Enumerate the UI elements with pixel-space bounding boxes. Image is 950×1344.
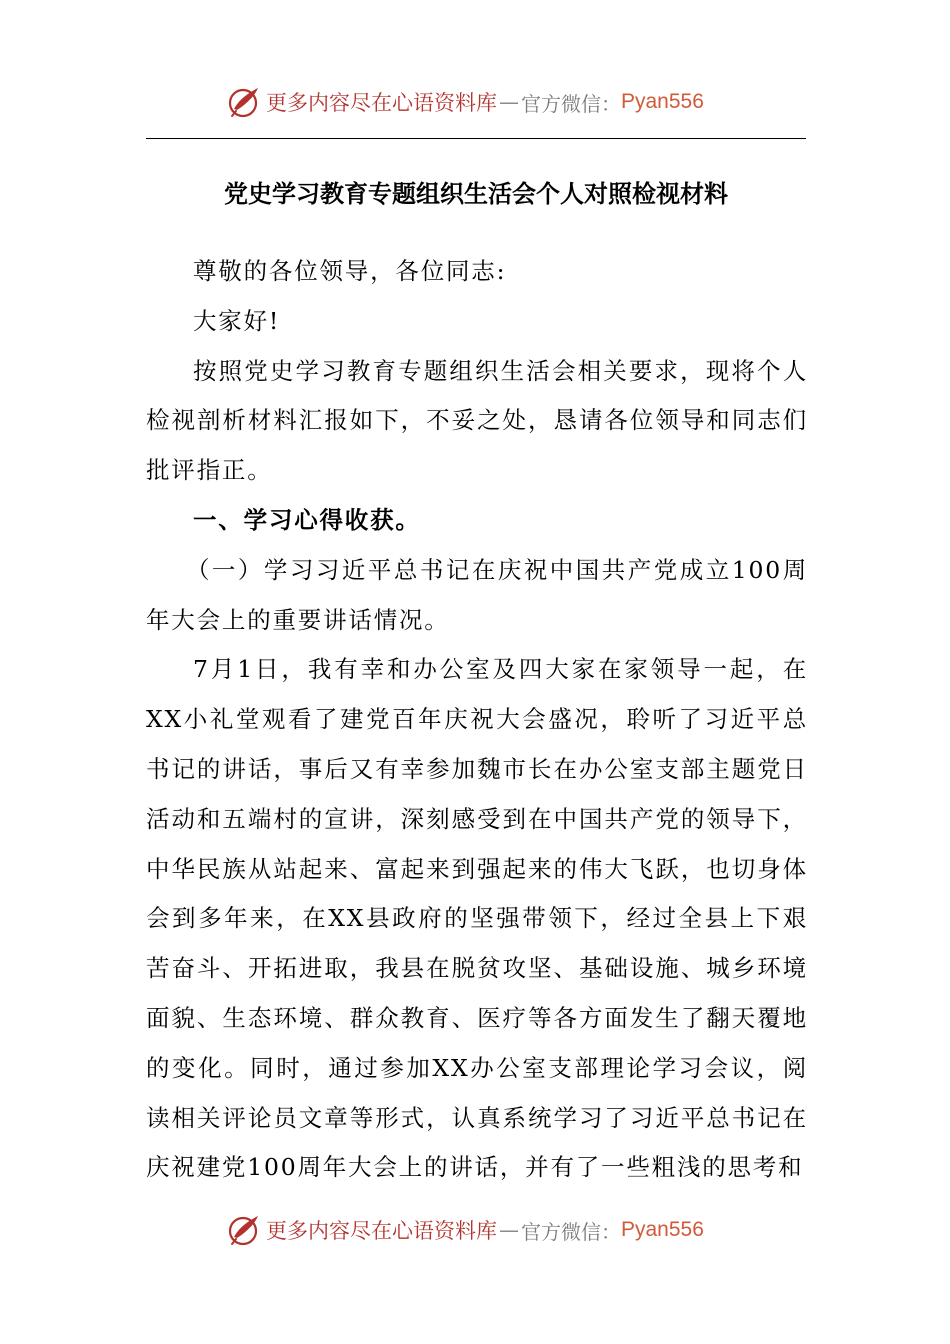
subsection-heading: （一）学习习近平总书记在庆祝中国共产党成立100周年大会上的重要讲话情况。 bbox=[146, 555, 808, 634]
quill-logo-icon bbox=[228, 85, 262, 119]
intro-paragraph: 按照党史学习教育专题组织生活会相关要求，现将个人检视剖析材料汇报如下，不妥之处，恳请各位领导和同志们批评指正。 bbox=[146, 356, 808, 485]
banner-dash: — bbox=[499, 90, 519, 114]
quill-logo-icon bbox=[228, 1213, 262, 1247]
footer-banner bbox=[228, 1210, 704, 1250]
wechat-label: 官方微信： bbox=[521, 1219, 621, 1244]
section-heading: 一、学习心得收获。 bbox=[193, 505, 421, 534]
body-paragraph: 7月1日，我有幸和办公室及四大家在家领导一起，在XX小礼堂观看了建党百年庆祝大会盛况，聆听了习近平总书记的讲话，事后又有幸参加魏市长在办公室支部主题党日活动和五端村的宣讲，深刻感受到在中国共产党的领导下，中华民族从站起来、富起来到强起来的伟大飞跃，也切身体会到多年来，在XX县政府的坚强带领下，经过全县上下艰苦奋斗、开拓进取，我县在脱贫攻坚、基础设施、城乡环境面貌、生态环境、群众教育、医疗等各方面发生了翻天覆地的变化。同时，通过参加XX办公室支部理论学习会议，阅读相关评论员文章等形式，认真系统学习了习近平总书记在庆祝建党100周年大会上的讲话，并有了一些粗浅的思考和 bbox=[146, 655, 808, 1182]
header-banner bbox=[228, 82, 704, 122]
wechat-id: Pyan556 bbox=[621, 1218, 704, 1241]
document-title: 党史学习教育专题组织生活会个人对照检视材料 bbox=[224, 180, 728, 208]
banner-dash: — bbox=[499, 1218, 519, 1242]
banner-text: 更多内容尽在心语资料库 bbox=[266, 91, 497, 115]
greeting: 大家好! bbox=[193, 306, 281, 335]
header-divider bbox=[146, 138, 806, 139]
wechat-label: 官方微信： bbox=[521, 91, 621, 116]
wechat-id: Pyan556 bbox=[621, 90, 704, 113]
banner-text: 更多内容尽在心语资料库 bbox=[266, 1219, 497, 1243]
document-body bbox=[146, 247, 808, 1193]
salutation: 尊敬的各位领导，各位同志: bbox=[193, 257, 507, 285]
